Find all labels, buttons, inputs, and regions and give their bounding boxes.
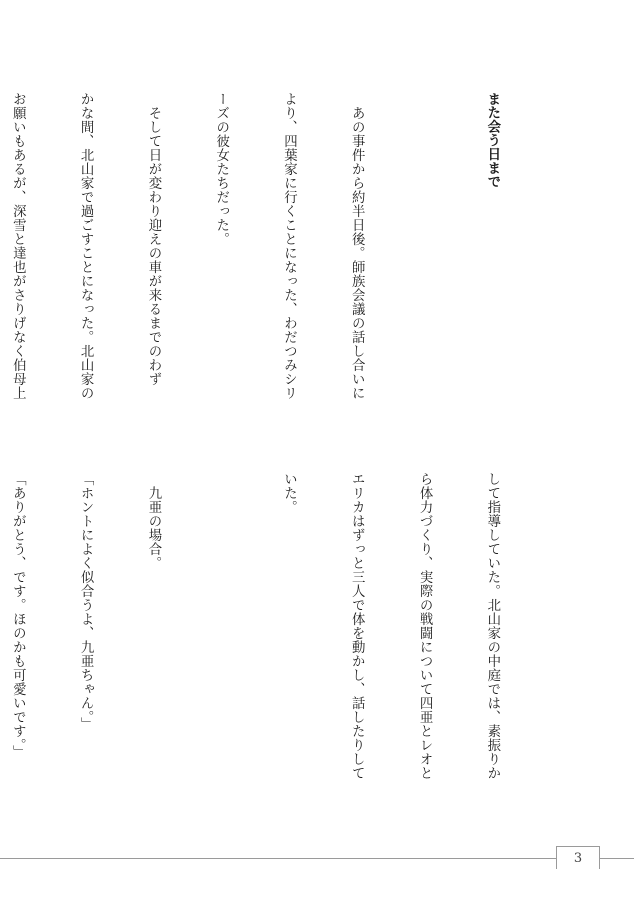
chapter-title: また会う日まで (484, 92, 500, 189)
text-line: エリカはずっと三人で体を動かし、話したりして (349, 472, 365, 780)
text-line: 「ホントによく似合うよ、九亜ちゃん。」 (78, 472, 94, 732)
text-line: 「ありがとう、です。ほのかも可愛いです。」 (10, 472, 26, 760)
footer-rule (0, 858, 634, 859)
text-line: お願いもあるが、深雪と達也がさりげなく伯母上 (10, 92, 26, 400)
text-line (209, 472, 232, 815)
upper-text-tier (10, 92, 548, 435)
lower-text-tier (10, 472, 548, 815)
text-line: かな間、北山家で過ごすことになった。北山家の (78, 92, 94, 400)
text-line: そして日が変わり迎えの車が来るまでのわず (145, 92, 161, 386)
text-line: あの事件から約半日後。師族会議の話し合いに (349, 92, 365, 400)
text-line: より、四葉家に行くことになった、わだつみシリ (281, 92, 297, 400)
text-line: いた。 (281, 472, 297, 514)
page-number: 3 (556, 846, 600, 869)
text-line: ら体力づくり、実際の戦闘について四亜とレオと (417, 472, 433, 780)
text-line (412, 92, 435, 435)
text-line: 九亜の場合。 (145, 472, 161, 570)
text-line: して指導していた。北山家の中庭では、素振りか (484, 472, 500, 780)
text-line: ーズの彼女たちだった。 (213, 92, 229, 246)
